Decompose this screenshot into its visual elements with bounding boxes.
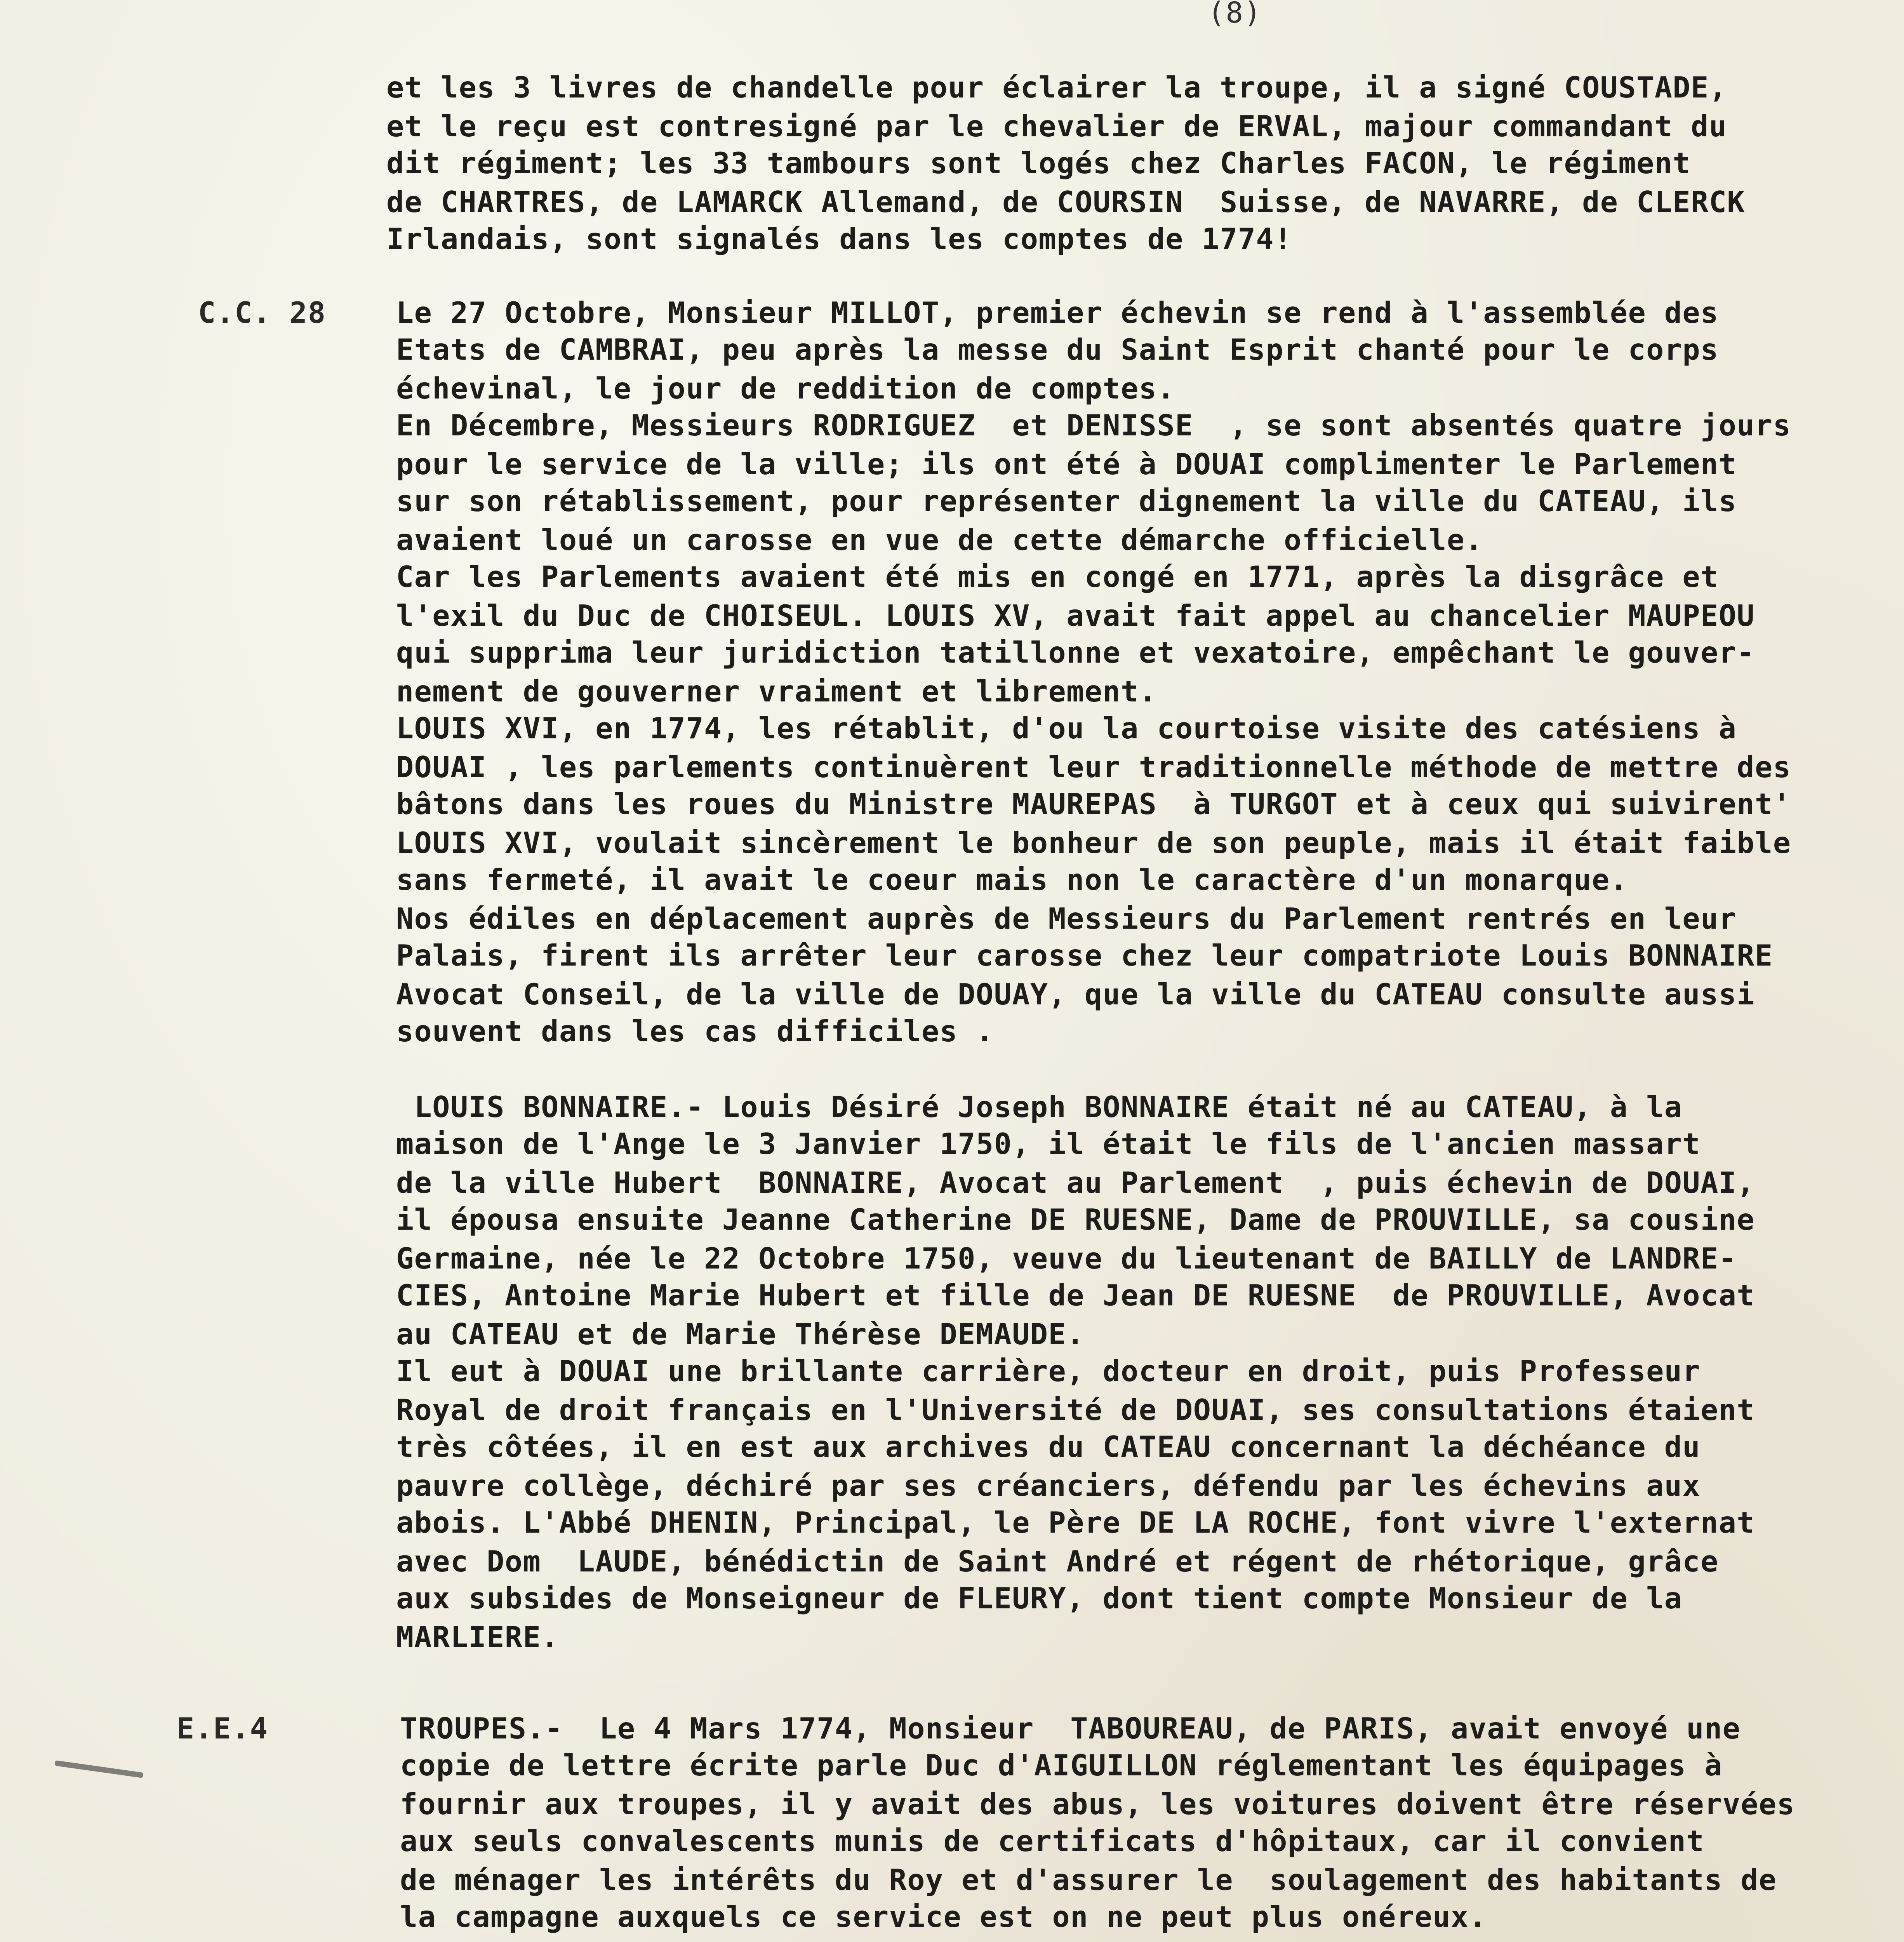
text-line: En Décembre, Messieurs RODRIGUEZ et DENISSE , se sont absentés quatre jours [396, 408, 1791, 442]
text-line: souvent dans les cas difficiles . [396, 1014, 994, 1048]
text-line: LOUIS XVI, en 1774, les rétablit, d'ou la courtoise visite des catésiens à [396, 711, 1737, 745]
text-line: la campagne auxquels ce service est on ne peut plus onéreux. [400, 1900, 1487, 1934]
text-line: Germaine, née le 22 Octobre 1750, veuve du lieutenant de BAILLY de LANDRE- [396, 1241, 1737, 1276]
text-line: l'exil du Duc de CHOISEUL. LOUIS XV, avait fait appel au chancelier MAUPEOU [396, 599, 1755, 633]
text-line: il épousa ensuite Jeanne Catherine DE RUESNE, Dame de PROUVILLE, sa cousine [396, 1202, 1755, 1237]
text-line: abois. L'Abbé DHENIN, Principal, le Père DE LA ROCHE, font vivre l'externat [396, 1505, 1755, 1540]
text-line: de CHARTRES, de LAMARCK Allemand, de COURSIN Suisse, de NAVARRE, de CLERCK [386, 185, 1746, 219]
text-line: Irlandais, sont signalés dans les comptes de 1774! [386, 222, 1292, 256]
text-line: LOUIS XVI, voulait sincèrement le bonheur de son peuple, mais il était faible [396, 826, 1791, 860]
text-line: copie de lettre écrite parle Duc d'AIGUILLON réglementant les équipages à [400, 1748, 1723, 1782]
text-line: très côtées, il en est aux archives du CATEAU concernant la déchéance du [396, 1430, 1701, 1464]
text-line: au CATEAU et de Marie Thérèse DEMAUDE. [396, 1317, 1085, 1351]
text-line: Royal de droit français en l'Université de DOUAI, ses consultations étaient [396, 1393, 1755, 1427]
text-line: et les 3 livres de chandelle pour éclairer la troupe, il a signé COUSTADE, [386, 70, 1727, 104]
margin-reference: C.C. 28 [198, 296, 327, 330]
text-line: maison de l'Ange le 3 Janvier 1750, il était le fils de l'ancien massart [396, 1127, 1701, 1161]
text-line: nement de gouverner vraiment et librement. [396, 674, 1157, 708]
text-line: sur son rétablissement, pour représenter dignement la ville du CATEAU, ils [396, 484, 1737, 518]
section-heading-line: LOUIS BONNAIRE.- Louis Désiré Joseph BONNAIRE était né au CATEAU, à la [396, 1090, 1683, 1124]
margin-reference: E.E.4 [177, 1711, 268, 1745]
text-line: aux subsides de Monseigneur de FLEURY, dont tient compte Monsieur de la [396, 1581, 1683, 1615]
text-line: Nos édiles en déplacement auprès de Messieurs du Parlement rentrés en leur [396, 901, 1737, 936]
text-line: pour le service de la ville; ils ont été à DOUAI complimenter le Parlement [396, 447, 1737, 481]
text-line: et le reçu est contresigné par le chevalier de ERVAL, majour commandant du [386, 109, 1727, 143]
text-line: qui supprima leur juridiction tatillonne et vexatoire, empêchant le gouver- [396, 635, 1755, 670]
text-line: avec Dom LAUDE, bénédictin de Saint André et régent de rhétorique, grâce [396, 1544, 1719, 1578]
text-line: MARLIERE. [396, 1620, 559, 1654]
text-line: Car les Parlements avaient été mis en congé en 1771, après la disgrâce et [396, 560, 1719, 594]
text-line: sans fermeté, il avait le coeur mais non le caractère d'un monarque. [396, 863, 1628, 897]
section-heading-line: TROUPES.- Le 4 Mars 1774, Monsieur TABOUREAU, de PARIS, avait envoyé une [400, 1711, 1741, 1745]
margin-pencil-mark [54, 1760, 144, 1778]
text-line: pauvre collège, déchiré par ses créanciers, défendu par les échevins aux [396, 1469, 1701, 1503]
text-line: CIES, Antoine Marie Hubert et fille de Jean DE RUESNE de PROUVILLE, Avocat [396, 1278, 1755, 1312]
text-line: fournir aux troupes, il y avait des abus, les voitures doivent être réservées [400, 1787, 1795, 1821]
text-line: bâtons dans les roues du Ministre MAUREPAS à TURGOT et à ceux qui suivirent' [396, 787, 1791, 821]
text-line: aux seuls convalescents munis de certificats d'hôpitaux, car il convient [400, 1824, 1705, 1858]
text-line: DOUAI , les parlements continuèrent leur traditionnelle méthode de mettre des [396, 750, 1791, 784]
text-line: Avocat Conseil, de la ville de DOUAY, que la ville du CATEAU consulte aussi [396, 977, 1755, 1011]
text-line: Palais, firent ils arrêter leur carosse chez leur compatriote Louis BONNAIRE [396, 938, 1773, 973]
text-line: dit régiment; les 33 tambours sont logés chez Charles FACON, le régiment [386, 146, 1691, 180]
text-line: de la ville Hubert BONNAIRE, Avocat au Parlement , puis échevin de DOUAI, [396, 1166, 1755, 1200]
text-line: Etats de CAMBRAI, peu après la messe du Saint Esprit chanté pour le corps [396, 332, 1719, 367]
text-line: Il eut à DOUAI une brillante carrière, docteur en droit, puis Professeur [396, 1354, 1701, 1388]
text-line: de ménager les intérêts du Roy et d'assurer le soulagement des habitants de [400, 1863, 1777, 1897]
text-line: échevinal, le jour de reddition de comptes. [396, 371, 1175, 405]
page-number: (8) [1208, 0, 1262, 30]
text-line: avaient loué un carosse en vue de cette démarche officielle. [396, 523, 1483, 557]
text-line: Le 27 Octobre, Monsieur MILLOT, premier échevin se rend à l'assemblée des [396, 296, 1719, 330]
